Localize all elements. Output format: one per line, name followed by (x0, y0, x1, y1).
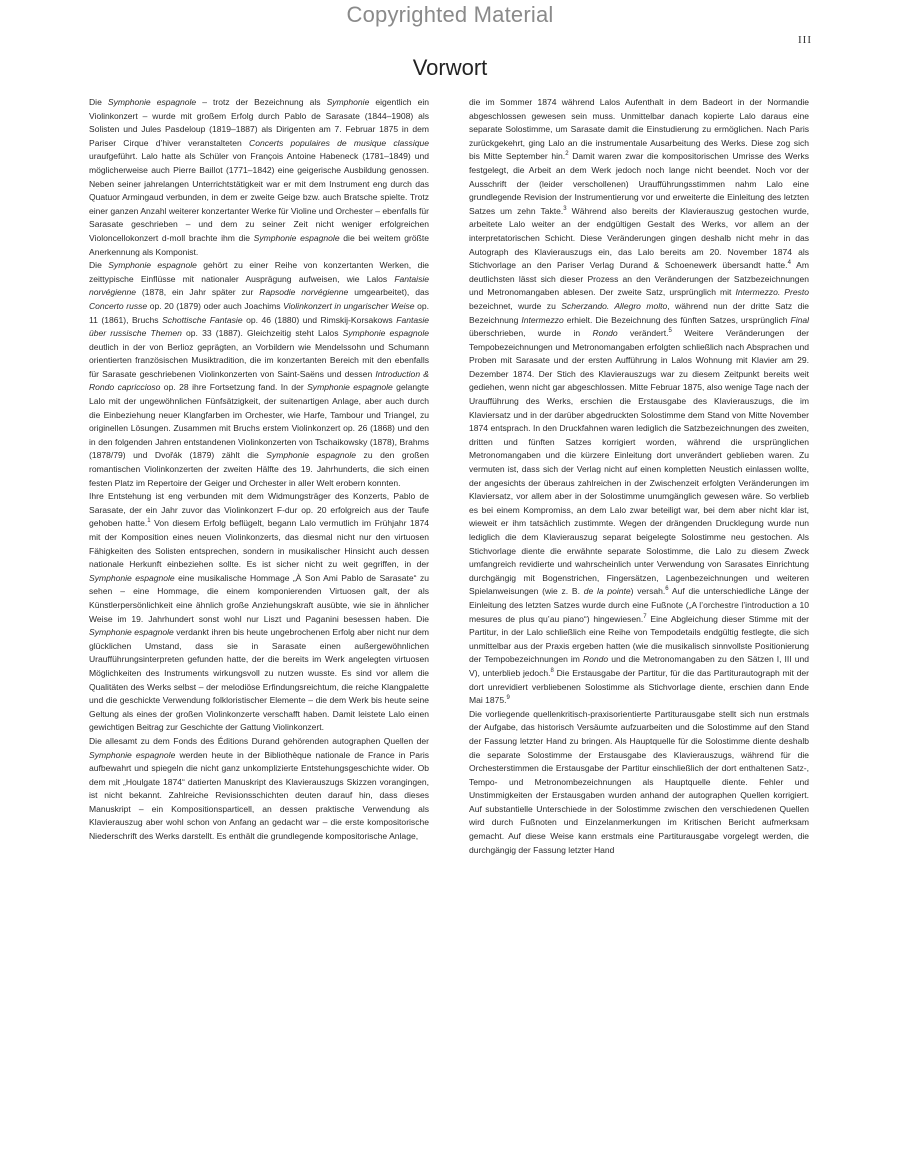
page-number: III (798, 34, 812, 46)
footnote-ref: 3 (563, 205, 567, 212)
text-run: Die (89, 260, 109, 271)
body-paragraph (89, 735, 429, 844)
italic-title: Intermezzo (521, 314, 564, 325)
text-run: op. 20 (1879) oder auch Joachims (147, 300, 284, 311)
italic-title: Symphonie espagnole (89, 572, 175, 583)
text-run: gelangte Lalo mit der ungewöhnlichen Fünfsätzigkeit, der suitenartigen Anlage, aber auch durch die Einbeziehung neuer Klangfarben im Orchester, wie Harfe, Tambour und Triangel, zu originellen Lösungen. Zusammen mit Bruchs erstem Violinkonzert op. 26 (1868) und den in den folgenden Jahren entstandenen Violinkonzerten von Tschaikowsky (1878), Brahms (1878/79) und Dvořák (1879) zählt die (89, 382, 429, 461)
text-run: überschrieben, wurde in (469, 328, 593, 339)
italic-title: Concerts populaires de musique classique (249, 137, 429, 148)
italic-title: Symphonie espagnole (89, 627, 174, 638)
italic-title: Rapsodie norvégienne (259, 287, 349, 298)
text-run: Die allesamt zu dem Fonds des Éditions Durand gehörenden autographen Quellen der (89, 735, 429, 746)
italic-title: Symphonie espagnole (253, 232, 340, 243)
text-run: Die Erstausgabe der Partitur, für die das Partiturautograph mit der dort unrevidiert verbliebenen Solostimme als Stichvorlage diente, erschien dann Ende Mai 1875. (469, 667, 809, 706)
footnote-ref: 5 (668, 328, 672, 335)
footnote-ref: 9 (506, 695, 510, 702)
body-paragraph (89, 96, 429, 259)
italic-title: Symphonie espagnole (108, 260, 197, 271)
body-paragraph (89, 490, 429, 735)
footnote-ref: 2 (565, 151, 569, 158)
italic-title: Schottische Fantasie (162, 314, 243, 325)
text-run: bezeichnet, wurde zu (469, 300, 562, 311)
text-run: umgearbeitet), das (348, 287, 429, 298)
text-run: werden heute in der Bibliothèque nationale de France in Paris aufbewahrt und spiegeln die nicht ganz unkomplizierte Entstehungsgeschichte wider. Ob dem mit „Houlgate 1874“ datierten Manuskript des Klavierauszugs Skizzen vorangingen, ist nicht bekannt. Zahlreiche Revisionsschichten deuten darauf hin, dass dieses Manuskript – ein Kompositionsparticell, an dessen praktische Verwendung als Klavierauszug aber wohl schon von Anfang an gedacht war – die erste kompositorische Niederschrift des Werks darstellt. Es enthält die grundlegende kompositorische Anlage, (89, 749, 429, 842)
italic-title: Fantaisie norvégienne (89, 273, 429, 298)
italic-title: Rondo (582, 654, 609, 665)
italic-title: Symphonie espagnole (266, 450, 357, 461)
body-paragraph (89, 259, 429, 490)
text-run: deutlich in der von Berlioz geprägten, an Vorbildern wie Mendelssohn und Schumann orientierten französischen Musiktradition, die im konzertanten Bereich mit den ebenfalls für Sarasate geschriebenen Violinkonzerten von Saint-Saëns und dessen (89, 341, 429, 379)
italic-title: Concerto russe (89, 300, 148, 311)
text-run: eine musikalische Hommage „À Son Ami Pablo de Sarasate“ zu sehen – eine Hommage, die einem komponierenden Virtuosen galt, der als Künstlerpersönlichkeit eine ähnlich große Anziehungskraft ausübte, wie sie in ähnlicher Weise im 19. Jahrhundert sonst wohl nur Liszt und Paganini besessen haben. Die (89, 572, 429, 624)
right-text-column (469, 96, 809, 1076)
text-run: ) versah. (630, 586, 666, 597)
text-run: Die (89, 97, 108, 107)
italic-title: Rondo (592, 328, 618, 339)
text-run: Weitere Veränderungen der Tempobezeichnungen und Metronomangaben erfolgten schließlich nach Absprachen und Proben mit Sarasate und der ersten Aufführung in Lalos Wohnung mit Klavier am 29. Dezember 1874. Der Stich des Klavierauszugs war zu diesem Zeitpunkt bereits weit gediehen, wenn nicht gar abgeschlossen. Mitte Februar 1875, also wenige Tage nach der Uraufführung des Werks, erschien die Erstausgabe des Klavierauszugs, die im Klaviersatz und in der darüber abgedruckten Solostimme dem Stand von Mitte November 1874 entsprach. In den Druckfahnen waren lediglich die Satzbezeichnungen des zweiten, dritten und fünften Satzes korrigiert worden, während die ursprünglichen Metronomangaben und die kürzere Einleitung dort unverändert geblieben waren. Zu vermuten ist, dass sich der Verlag nicht auf einen kompletten Neustich einlassen wollte, der angesichts der überaus zahlreichen in der Zwischenzeit erfolgten Veränderungen im Klaviersatz, vor allem aber in der Solostimme unumgänglich gewesen wäre. So verblieb es bei einem Kompromiss, an dem Lalo zwar beteiligt war, bei dem aber nicht klar ist, wieweit er ihm tatsächlich zustimmte. Wegen der drängenden Drucklegung wurde nun lediglich die dem Klavierauszug separat beigelegte Solostimme neu gestochen. Als Stichvorlage diente die erwähnte separate Solostimme, die Lalo zu diesem Zweck umfangreich revidierte und wahrscheinlich unter Verwendung von Sarasates Einrichtung durchgängig mit Bogenstrichen, Fingersätzen, Lagenbezeichnungen und weiteren Spielanweisungen (wie z. B. (469, 328, 809, 597)
italic-title: Scherzando. Allegro molto (561, 300, 668, 311)
text-run: Die vorliegende quellenkritisch-praxisorientierte Partiturausgabe stellt sich nun erstmals der Aufgabe, das historisch Versäumte aufzuarbeiten und die Solostimme auf den Stand der Fassung letzter Hand zu bringen. Als Hauptquelle für die Solostimme diente deshalb die separate Solostimme der Erstausgabe des Klavierauszugs, während für die Orchesterstimmen die Erstausgabe der Partitur einschließlich der dort enthaltenen Satz-, Tempo- und Metronombezeichnungen als Hauptquelle diente. Fehler und Unstimmigkeiten der Erstausgaben wurden anhand der autographen Quellen korrigiert. Auf substantielle Unterschiede in der Solostimme zwischen den verschiedenen Quellen wird durch Fußnoten und Einzelanmerkungen im Kritischen Bericht aufmerksam gemacht. Auf diese Weise kann erstmals eine Partiturausgabe vorgelegt werden, die durchgängig der Fassung letzter Hand (469, 708, 809, 855)
text-run: erhielt. Die Bezeichnung des fünften Satzes, ursprünglich (563, 314, 791, 325)
text-run: op. 33 (1887). Gleichzeitig steht Lalos (181, 328, 343, 339)
text-run: Während also bereits der Klavierauszug gestochen wurde, arbeitete Lalo weiter an der endgültigen Gestalt des Werks, vor allem an der interpretatorischen Schicht. Diese Veränderungen gingen deshalb nicht mehr in das Autograph des Klavierauszugs ein, das Lalo bereits am 20. November 1874 als Stichvorlage an den Pariser Verlag Durand & Schoenewerk übersandt hatte. (469, 205, 809, 271)
body-paragraph (469, 708, 809, 858)
text-run: op. 28 ihre Fortsetzung fand. In der (160, 382, 308, 393)
italic-title: Symphonie espagnole (307, 382, 393, 393)
footnote-ref: 6 (665, 586, 669, 593)
left-text-column (89, 96, 429, 1076)
body-paragraph (469, 96, 809, 708)
footnote-ref: 8 (550, 668, 554, 675)
italic-title: Symphonie (326, 97, 370, 107)
text-run: die im Sommer 1874 während Lalos Aufenthalt in dem Badeort in der Normandie abgeschlossen gewesen sein muss. Unmittelbar danach kopierte Lalo daraus eine separate Solostimme, um Sarasate damit die Einstudierung zu ermöglichen. Nach Paris zurückgekehrt, ging Lalo an die instrumentale Ausarbeitung des Werks. Diese zog sich bis Mitte September hin. (469, 97, 809, 162)
italic-title: Symphonie espagnole (107, 97, 197, 107)
footnote-ref: 4 (787, 260, 791, 267)
text-run: – trotz der Bezeichnung als (196, 97, 327, 107)
text-run: Ihre Entstehung ist eng verbunden mit dem Widmungsträger des Konzerts, Pablo de Sarasate, der ein Jahr zuvor das Violinkonzert F-dur op. 20 erfolgreich aus der Taufe gehoben hatte. (89, 491, 429, 529)
text-run: op. 11 (1861), Bruchs (89, 300, 429, 325)
text-run: verdankt ihren bis heute ungebrochenen Erfolg aber nicht nur dem glücklichen Umstand, dass sie in Sarasate einen außergewöhnlichen Uraufführungsinterpreten gefunden hatte, der die bereits im Werk angelegten virtuosen Möglichkeiten des Instruments wirkungsvoll zu nutzen wusste. Es sind vor allem die Qualitäten des Werks selbst – der melodiöse Erfindungsreichtum, die reiche Klangpalette und die geschickte Verwendung folkloristischer Elemente – die dem Werk bis heute seine Geltung als eines der großen Violinkonzerte verschafft haben. Damit leistete Lalo einen gewichtigen Beitrag zur Geschichte der Gattung Violinkonzert. (89, 627, 429, 733)
text-run: die bei weitem größte Anerkennung als Komponist. (89, 232, 429, 257)
footnote-ref: 7 (643, 613, 647, 620)
text-run: verändert. (617, 328, 669, 339)
text-run: (1878, ein Jahr später zur (136, 287, 260, 298)
page-title: Vorwort (412, 55, 488, 80)
italic-title: Violinkonzert in ungarischer Weise (283, 300, 415, 311)
text-run: op. 46 (1880) und Rimskij-Korsakows (242, 314, 397, 325)
text-run: zu den großen romantischen Violinkonzerten der zweiten Hälfte des 19. Jahrhunderts, die sich einen festen Platz im Repertoire der Geiger und Orchester in aller Welt erobern konnten. (89, 450, 429, 488)
text-run: , während nun der dritte Satz die Bezeichnung (469, 300, 809, 325)
text-run: Eine Abgleichung dieser Stimme mit der Partitur, in der Lalo schließlich eine Reihe von Tempodetails endgültig festlegte, die sich unmittelbar aus der Praxis ergeben hatten (wie die musikalisch sinnvollste Positionierung der Tempobezeichnungen im (469, 613, 809, 665)
text-run: eigentlich ein Violinkonzert – wurde mit großem Erfolg durch Pablo de Sarasate (1844–1908) als Solisten und Jules Pasdeloup (1819–1887) als Dirigenten am 7. Februar 1875 in dem Pariser Cirque d’hiver veranstalteten (89, 97, 429, 148)
italic-title: de la pointe (583, 586, 631, 597)
text-run: gehört zu einer Reihe von konzertanten Werken, die zeittypische Einflüsse mit nationaler Ausprägung aufweisen, wie Lalos (89, 260, 429, 284)
text-run: Damit waren zwar die kompositorischen Umrisse des Werks festgelegt, die Arbeit an dem Werk jedoch noch lange nicht beendet. Noch vor der Ausschrift der (leider verschollenen) Uraufführungsstimmen nahm Lalo eine grundlegende Revision der Instrumentierung vor und erweiterte die Einleitung des letzten Satzes um zehn Takte. (469, 151, 809, 216)
italic-title: Introduction & Rondo capriccioso (89, 368, 429, 393)
text-run: uraufgeführt. Lalo hatte als Schüler von François Antoine Habeneck (1781–1849) und möglicherweise auch Pierre Baillot (1771–1842) eine geigerische Ausbildung genossen. Neben seiner jahrelangen Unterrichtstätigkeit war er mit dem Instrument eng durch das Quatuor Armingaud verbunden, in dem er zweite Geige bzw. auch Bratsche spielte. Trotz einer ganzen Anzahl weiterer konzertanter Werke für Violine und Orchester – ebenfalls für Sarasate geschrieben – und dem zu seiner Zeit nicht weniger erfolgreichen Violoncellokonzert d-moll brachte ihm die (89, 151, 429, 243)
italic-title: Symphonie espagnole (89, 749, 176, 760)
italic-title: Final (790, 314, 809, 325)
footnote-ref: 1 (147, 518, 151, 525)
text-run: und die Metronomangaben zu den Sätzen I, III und V), unterblieb jedoch. (469, 654, 809, 678)
italic-title: Intermezzo. Presto (735, 287, 809, 298)
italic-title: Fantasie über russische Themen (89, 314, 429, 339)
text-run: Auf die unterschiedliche Länge der Einleitung des letzten Satzes wurde durch eine Fußnote („A l’orchestre l’introduction a 10 mesures de plus qu’au piano“) hingewiesen. (469, 586, 809, 624)
text-run: Von diesem Erfolg beflügelt, begann Lalo vermutlich im Frühjahr 1874 mit der Komposition eines neuen Violinkonzerts, das diesmal nicht nur den virtuosen Fähigkeiten des Solisten entsprechen, sondern in musikalischer Hinsicht auch dessen nationale Herkunft einbeziehen sollte. Es ist sicher nicht zu weit gegriffen, in der (89, 518, 429, 570)
text-run: Am deutlichsten lässt sich dieser Prozess an den Veränderungen der Satzbezeichnungen und Metronomangaben ablesen. Der zweite Satz, ursprünglich mit (469, 260, 809, 298)
italic-title: Symphonie espagnole (342, 328, 429, 339)
copyright-watermark: Copyrighted Material (346, 2, 554, 27)
